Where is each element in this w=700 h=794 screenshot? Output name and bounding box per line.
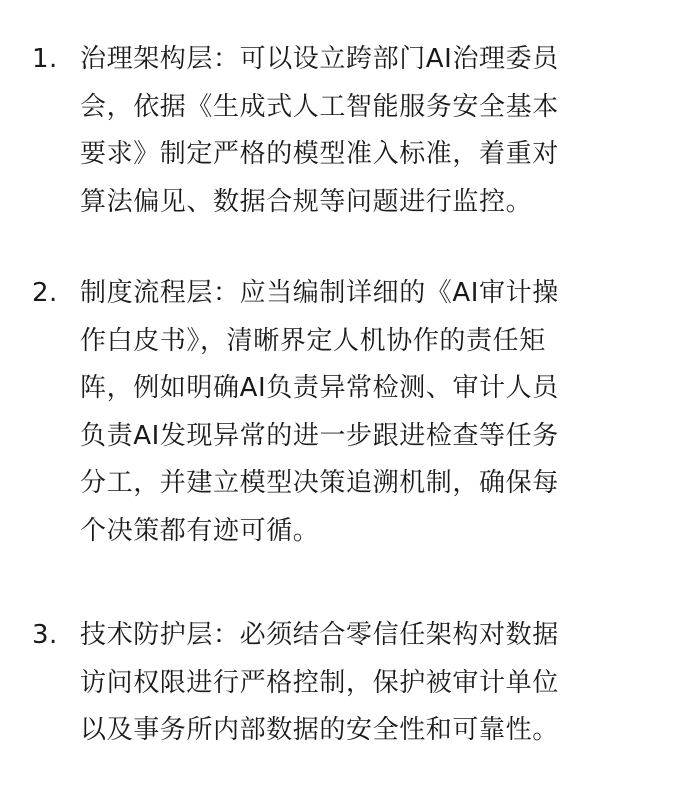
list-item-text [80,36,672,226]
text-line: 要求》制定严格的模型准入标准，着重对 [80,139,559,169]
list-number: 1. [32,44,58,74]
list-item-technical [32,612,672,755]
text-line: 作白皮书》，清晰界定人机协作的责任矩 [80,325,546,356]
text-line: 算法偏见、数据合规等问题进行监控。 [80,186,533,217]
text-line: 技术防护层：必须结合零信任架构对数据 [80,620,559,650]
text-line: 会，依据《生成式人工智能服务安全基本 [80,91,559,122]
text-line: 以及事务所内部数据的安全性和可靠性。 [80,715,559,745]
text-line: 访问权限进行严格控制，保护被审计单位 [80,667,559,698]
text-line: 治理架构层：可以设立跨部门AI治理委员 [80,44,559,74]
list-item-governance [32,36,672,226]
text-line: 分工，并建立模型决策追溯机制，确保每 [80,468,559,498]
list-item-text [80,612,672,755]
list-number: 2. [32,278,58,308]
text-line: 负责AI发现异常的进一步跟进检查等任务 [80,420,559,451]
text-line: 制度流程层：应当编制详细的《AI审计操 [80,278,559,308]
list-number: 3. [32,620,58,650]
text-line: 个决策都有迹可循。 [80,515,320,546]
list-item-process [32,270,672,555]
text-line: 阵，例如明确AI负责异常检测、审计人员 [80,373,559,403]
list-item-text [80,270,672,555]
